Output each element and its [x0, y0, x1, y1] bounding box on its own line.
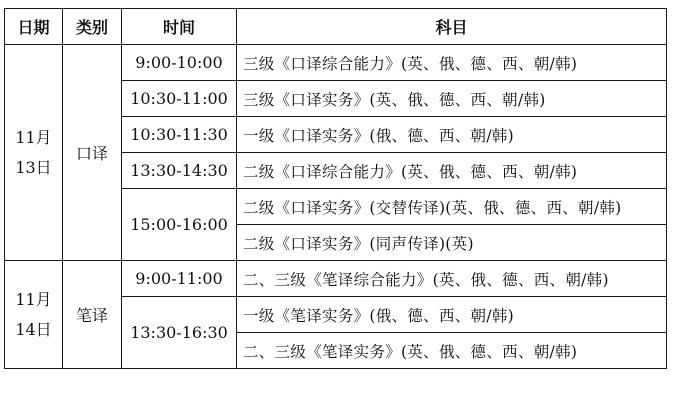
date-day: 13日	[15, 157, 52, 177]
time-cell: 13:30-14:30	[122, 153, 237, 189]
table-row	[5, 261, 667, 297]
subject-cell: 二、三级《笔译实务》(英、俄、德、西、朝/韩)	[237, 333, 667, 369]
date-month: 11月	[15, 289, 52, 309]
subject-cell: 二级《口译综合能力》(英、俄、德、西、朝/韩)	[237, 153, 667, 189]
subject-cell: 三级《口译实务》(英、俄、德、西、朝/韩)	[237, 81, 667, 117]
header-date: 日期	[5, 9, 63, 45]
time-cell: 9:00-10:00	[122, 45, 237, 81]
date-cell	[5, 261, 63, 369]
exam-schedule-table	[4, 8, 667, 369]
subject-cell: 二级《口译实务》(同声传译)(英)	[237, 225, 667, 261]
time-cell: 15:00-16:00	[122, 189, 237, 261]
subject-cell: 一级《笔译实务》(俄、德、西、朝/韩)	[237, 297, 667, 333]
subject-cell: 二级《口译实务》(交替传译)(英、俄、德、西、朝/韩)	[237, 189, 667, 225]
time-cell: 9:00-11:00	[122, 261, 237, 297]
category-cell: 笔译	[63, 261, 122, 369]
header-row	[5, 9, 667, 45]
subject-cell: 二、三级《笔译综合能力》(英、俄、德、西、朝/韩)	[237, 261, 667, 297]
table-row	[5, 45, 667, 81]
date-month: 11月	[15, 127, 52, 147]
header-category: 类别	[63, 9, 122, 45]
date-day: 14日	[15, 319, 52, 339]
time-cell: 10:30-11:30	[122, 117, 237, 153]
time-cell: 10:30-11:00	[122, 81, 237, 117]
header-subject: 科目	[237, 9, 667, 45]
category-cell: 口译	[63, 45, 122, 261]
date-cell	[5, 45, 63, 261]
header-time: 时间	[122, 9, 237, 45]
subject-cell: 三级《口译综合能力》(英、俄、德、西、朝/韩)	[237, 45, 667, 81]
time-cell: 13:30-16:30	[122, 297, 237, 369]
subject-cell: 一级《口译实务》(俄、德、西、朝/韩)	[237, 117, 667, 153]
